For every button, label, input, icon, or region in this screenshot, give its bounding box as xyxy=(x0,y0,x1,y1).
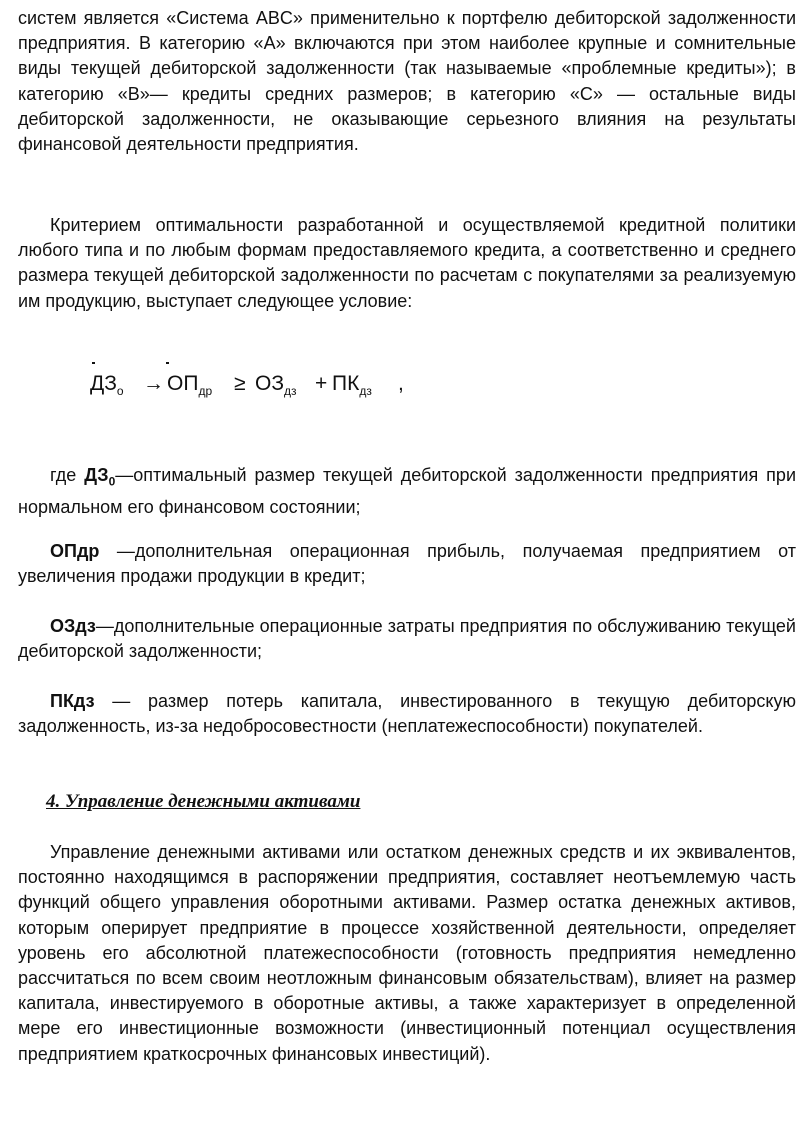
formula-bar-mark xyxy=(166,362,169,364)
definition-opdr: ОПдр —дополнительная операционная прибыль, получаемая предприятием от увеличения продажи продукции в кредит; xyxy=(18,541,796,587)
formula-term-pkdz: $ПК_{дз}$ xyxy=(332,372,372,398)
formula-term-dz: $ДЗ_о$ xyxy=(90,372,124,398)
formula-term-opdr: $ОП_{др}$ xyxy=(167,372,213,398)
definition-pkdz: ПКдз — размер потерь капитала, инвестированного в текущую дебиторскую задолженность, из-за недобросовестности (неплатежеспособности) покупателей. xyxy=(18,691,796,737)
definition-ozdz: ОЗдз—дополнительные операционные затраты предприятия по обслуживанию текущей дебиторской задолженности; xyxy=(18,616,796,662)
formula-plus: + xyxy=(315,372,328,395)
formula-term-ozdz: $ОЗ_{дз}$ xyxy=(255,372,297,398)
formula-geq: ≥ xyxy=(234,372,246,395)
section-heading: 4. Управление денежными активами xyxy=(46,791,361,812)
paragraph-credit-policy-criterion: Критерием оптимальности разработанной и осуществляемой кредитной политики любого типа и по любым формам предоставляемого кредита, а соответственно и среднего размера текущей дебиторской задолженности по расчетам с покупателями за реализуемую им продукцию, выступает следующее условие: xyxy=(18,215,796,311)
formula-arrow: → xyxy=(143,372,164,395)
formula-comma: , xyxy=(398,372,404,395)
formula-bar-mark xyxy=(92,362,95,364)
optimality-formula xyxy=(70,358,410,408)
paragraph-abc-system: систем является «Система ABC» применительно к портфелю дебиторской задолженности предприятия. В категорию «А» включаются при этом наиболее крупные и сомнительные виды текущей дебиторской задолженности (так называемые «проблемные кредиты»); в категорию «В»— кредиты средних размеров; в категорию «С» — остальные виды дебиторской задолженности, не оказывающие серьезного влияния на результаты финансовой деятельности предприятия. xyxy=(18,8,796,155)
definition-dz0: где $ДЗ_0—оптимальный$ размер текущей дебиторской задолженности предприятия при нормальном его финансовом состоянии; xyxy=(18,465,796,517)
paragraph-cash-management: Управление денежными активами или остатком денежных средств и их эквивалентов, постоянно находящимся в распоряжении предприятия, составляет неотъемлемую часть функций общего управления оборотными активами. Размер остатка денежных активов, которым оперирует предприятие в процессе хозяйственной деятельности, определяет уровень его абсолютной платежеспособности (готовность предприятия немедленно рассчитаться по всем своим неотложным финансовым обязательствам), влияет на размер капитала, инвестируемого в оборотные активы, а также характеризует в определенной мере его инвестиционные возможности (инвестиционный потенциал осуществления предприятием краткосрочных финансовых инвестиций). xyxy=(18,842,796,1064)
